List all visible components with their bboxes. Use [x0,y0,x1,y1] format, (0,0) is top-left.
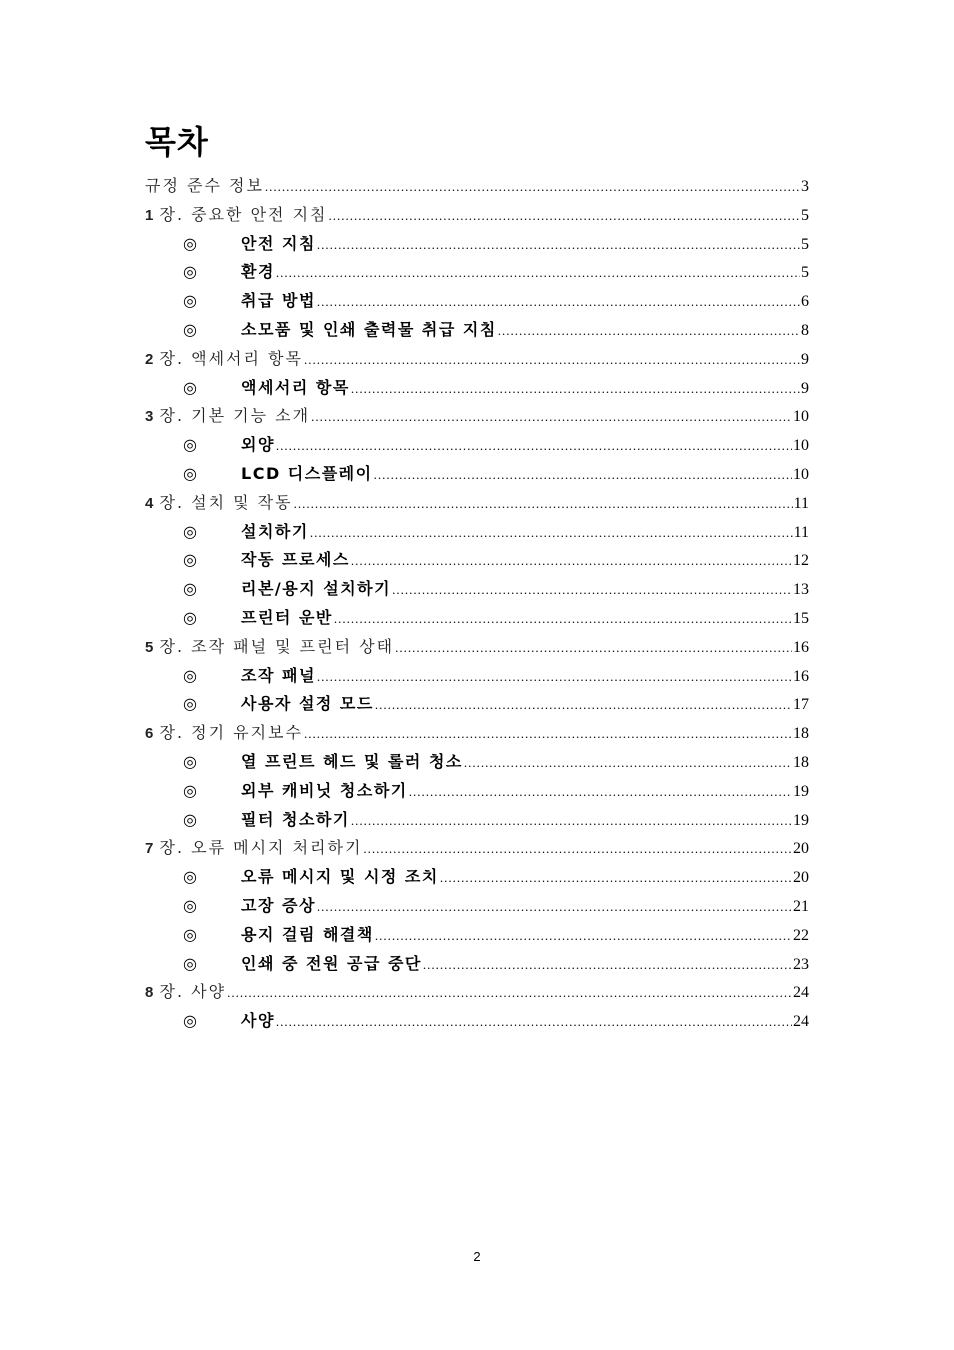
toc-page-number: 19 [793,811,809,829]
toc-entry-label [241,950,422,979]
dot-leader [294,490,793,519]
toc-entry-title: 리본/용지 설치하기 [241,579,392,599]
toc-section-entry[interactable] [145,863,809,892]
toc-entry-title: 작동 프로세스 [241,550,350,570]
chapter-number: 4 [145,494,158,512]
toc-entry-title: 장. 정기 유지보수 [159,723,303,743]
toc-entry-label [145,489,293,519]
toc-entry-title: 사용자 설정 모드 [241,694,374,714]
chapter-number: 2 [145,350,158,368]
double-circle-bullet-icon: ◎ [183,233,197,253]
dot-leader [375,691,792,720]
toc-entry-label [241,431,275,460]
dot-leader [351,547,792,576]
double-circle-bullet-icon: ◎ [183,463,197,483]
toc-entry-title: 조작 패널 [241,665,316,685]
toc-entry-title: 환경 [241,262,275,282]
toc-entry-label [241,518,309,547]
toc-entry-title: 장. 액세서리 항목 [159,348,303,368]
double-circle-bullet-icon: ◎ [183,694,197,714]
toc-entry-title: 사양 [241,1011,275,1031]
chapter-number: 1 [145,206,158,224]
dot-leader [363,835,792,864]
dot-leader [276,1008,792,1037]
toc-page-number: 5 [801,264,809,282]
page-number: 2 [473,1249,481,1264]
toc-entry-title: 장. 조작 패널 및 프린터 상태 [159,636,395,656]
toc-section-entry[interactable] [145,431,809,460]
toc-chapter-entry[interactable] [145,402,809,431]
toc-entry-label [241,258,275,287]
dot-leader [317,663,792,692]
toc-page-number: 20 [793,840,809,858]
dot-leader [464,749,792,778]
toc-entry-title: 열 프린트 헤드 및 롤러 청소 [241,751,463,771]
dot-leader [351,807,792,836]
dot-leader [317,893,792,922]
toc-page-number: 19 [793,782,809,800]
dot-leader [311,403,792,432]
toc-page-number: 3 [801,178,809,195]
toc-chapter-entry[interactable] [145,978,809,1007]
toc-entry-label [145,201,328,231]
double-circle-bullet-icon: ◎ [183,953,197,973]
toc-section-entry[interactable] [145,518,809,547]
toc-entry-title: 장. 기본 기능 소개 [159,406,311,426]
toc-section-entry[interactable] [145,546,809,575]
toc-entry-title: 장. 사양 [159,982,227,1002]
toc-section-entry[interactable] [145,892,809,921]
toc-entry-label [241,230,316,259]
double-circle-bullet-icon: ◎ [183,291,197,311]
toc-section-entry[interactable] [145,921,809,950]
toc-entry-label [241,662,316,691]
dot-leader [409,778,792,807]
toc-entry-title: 소모품 및 인쇄 출력물 취급 지침 [241,319,497,339]
toc-entry-label [241,921,374,950]
toc-page-number: 9 [801,379,809,397]
toc-entry-title: 용지 걸림 해결책 [241,924,374,944]
toc-page-number: 6 [801,293,809,311]
toc-page-number: 8 [801,321,809,339]
dot-leader [392,576,792,605]
toc-page-number: 10 [793,437,809,455]
double-circle-bullet-icon: ◎ [183,435,197,455]
toc-section-entry[interactable] [145,662,809,691]
double-circle-bullet-icon: ◎ [183,809,197,829]
chapter-number: 5 [145,638,158,656]
double-circle-bullet-icon: ◎ [183,579,197,599]
toc-entry-label [241,690,374,719]
toc-entry-title: 규정 준수 정보 [145,176,264,195]
double-circle-bullet-icon: ◎ [183,895,197,915]
toc-page-number: 9 [801,350,809,368]
toc-section-entry[interactable] [145,258,809,287]
toc-entry-label [241,604,333,633]
page-title: 목차 [145,123,209,161]
toc-page-number: 18 [793,753,809,771]
toc-page-number: 22 [793,926,809,944]
double-circle-bullet-icon: ◎ [183,780,197,800]
toc-entry-label [145,719,303,749]
toc-entry-label [145,978,226,1008]
toc-entry-label [241,748,463,777]
dot-leader [329,202,800,231]
toc-chapter-entry[interactable] [145,719,809,748]
toc-section-entry[interactable] [145,575,809,604]
double-circle-bullet-icon: ◎ [183,924,197,944]
toc-page-number: 11 [793,494,809,512]
toc-entry-title: 취급 방법 [241,291,316,311]
toc-entry-title: 오류 메시지 및 시정 조치 [241,867,439,887]
double-circle-bullet-icon: ◎ [183,550,197,570]
toc-section-entry[interactable] [145,604,809,633]
toc-chapter-entry[interactable] [145,201,809,230]
toc-entry-label [241,777,408,806]
toc-entry-title: 고장 증상 [241,895,316,915]
toc-entry-title: 외양 [241,435,275,455]
toc-entry-title: 장. 중요한 안전 지침 [159,204,328,224]
dot-leader [265,173,800,202]
chapter-number: 6 [145,725,158,743]
toc-section-entry[interactable] [145,316,809,345]
toc-section-entry[interactable] [145,748,809,777]
toc-chapter-entry[interactable] [145,489,809,518]
toc-entry-label [241,316,497,345]
toc-page-number: 5 [801,206,809,224]
double-circle-bullet-icon: ◎ [183,867,197,887]
chapter-number: 3 [145,408,158,426]
dot-leader [276,259,800,288]
dot-leader [317,231,800,260]
toc-chapter-entry[interactable] [145,633,809,662]
toc-page-number: 20 [793,869,809,887]
toc-entry-title: LCD 디스플레이 [241,463,373,483]
toc-section-entry[interactable] [145,950,809,979]
dot-leader [310,519,793,548]
double-circle-bullet-icon: ◎ [183,751,197,771]
toc-page-number: 24 [793,1013,809,1031]
toc-page-number: 5 [801,235,809,253]
dot-leader [423,951,792,980]
toc-chapter-entry[interactable] [145,834,809,863]
toc-chapter-entry[interactable] [145,345,809,374]
toc-entry-title: 안전 지침 [241,233,316,253]
double-circle-bullet-icon: ◎ [183,607,197,627]
toc-section-entry[interactable] [145,690,809,719]
double-circle-bullet-icon: ◎ [183,665,197,685]
dot-leader [304,346,800,375]
toc-page-number: 23 [793,955,809,973]
toc-page-number: 18 [793,725,809,743]
toc-page-number: 17 [793,696,809,714]
dot-leader [227,979,792,1008]
toc-entry-label [241,806,350,835]
toc-page-number: 24 [793,984,809,1002]
toc-entry-label [241,892,316,921]
dot-leader [375,922,792,951]
toc-section-entry[interactable] [145,1007,809,1036]
toc-page-number: 11 [793,523,809,541]
toc-section-entry[interactable] [145,460,809,489]
toc-entry-label [145,402,310,432]
toc-entry-label [145,633,394,663]
toc-entry-label [241,546,350,575]
double-circle-bullet-icon: ◎ [183,319,197,339]
dot-leader [276,432,792,461]
double-circle-bullet-icon: ◎ [183,1011,197,1031]
chapter-number: 8 [145,984,158,1002]
toc-entry-label [241,287,316,316]
toc-entry-label [145,834,362,864]
toc-page-number: 13 [793,581,809,599]
double-circle-bullet-icon: ◎ [183,262,197,282]
dot-leader [440,864,792,893]
dot-leader [334,605,792,634]
double-circle-bullet-icon: ◎ [183,377,197,397]
toc-entry-title: 필터 청소하기 [241,809,350,829]
toc-page-number: 16 [793,638,809,656]
dot-leader [351,375,800,404]
chapter-number: 7 [145,840,158,858]
toc-entry-label [145,345,303,375]
toc-entry-title: 액세서리 항목 [241,377,350,397]
toc-entry-title: 장. 오류 메시지 처리하기 [159,838,363,858]
double-circle-bullet-icon: ◎ [183,521,197,541]
toc-section-entry[interactable] [145,777,809,806]
toc-entry-title: 프린터 운반 [241,607,333,627]
toc-section-entry[interactable] [145,806,809,835]
toc-page-number: 16 [793,667,809,685]
dot-leader [317,288,800,317]
toc-section-entry[interactable] [145,230,809,259]
toc-page-number: 15 [793,609,809,627]
toc-entry-label [241,575,391,604]
toc-page-number: 10 [793,465,809,483]
toc-section-entry[interactable] [145,287,809,316]
toc-section-entry[interactable] [145,374,809,403]
toc-page-number: 12 [793,552,809,570]
table-of-contents [145,172,809,1036]
toc-entry-title: 장. 설치 및 작동 [159,492,293,512]
toc-entry-label [241,863,439,892]
toc-entry-label [241,374,350,403]
toc-entry-title: 인쇄 중 전원 공급 중단 [241,953,422,973]
toc-page-number: 21 [793,897,809,915]
dot-leader [304,720,792,749]
toc-entry-title: 설치하기 [241,521,309,541]
toc-entry-title: 외부 캐비닛 청소하기 [241,780,408,800]
dot-leader [395,634,792,663]
toc-entry-label [241,1007,275,1036]
toc-entry-label [145,172,264,201]
toc-page-number: 10 [793,408,809,426]
dot-leader [498,317,800,346]
toc-entry-label [241,460,373,489]
toc-chapter-entry[interactable] [145,172,809,201]
dot-leader [374,461,792,490]
